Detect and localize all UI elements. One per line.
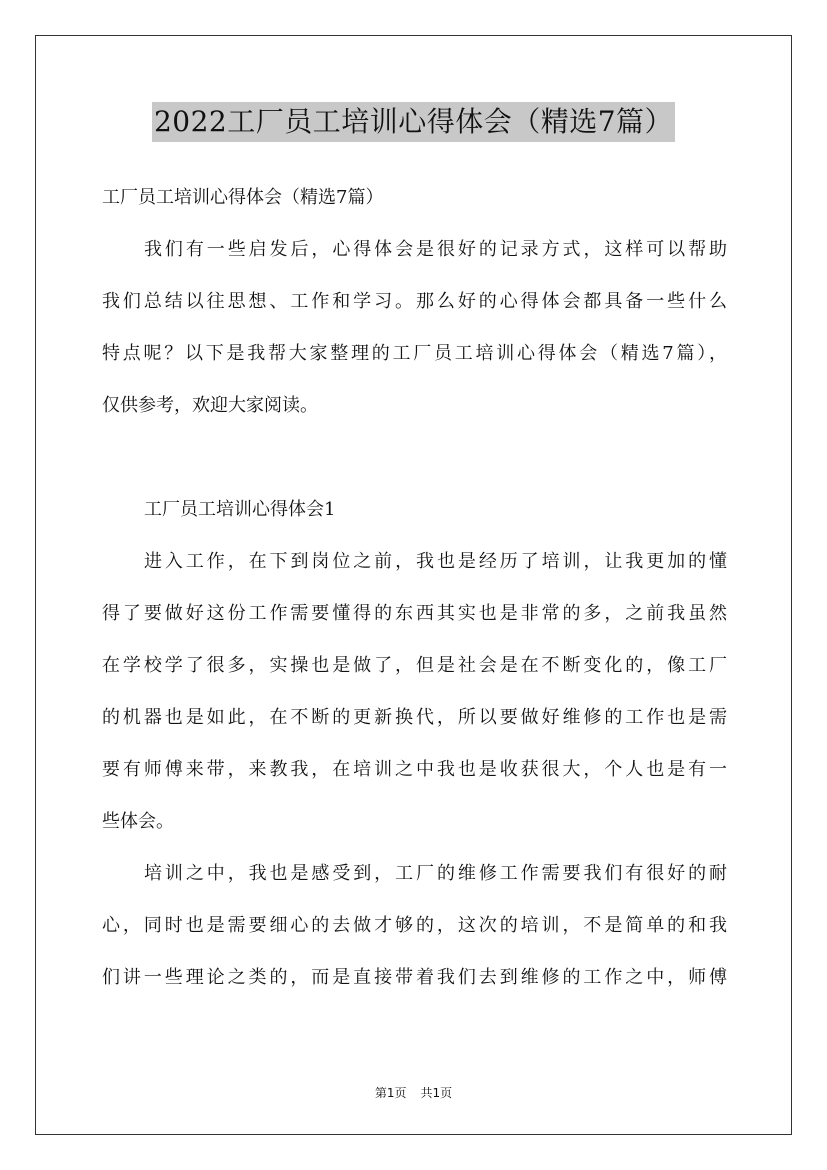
page-number: 第1页 <box>374 1086 407 1100</box>
paragraph-line: 们讲一些理论之类的，而是直接带着我们去到维修的工作之中，师傅 <box>102 967 727 988</box>
page-total: 共1页 <box>420 1086 453 1100</box>
document-subtitle: 工厂员工培训心得体会（精选7篇） <box>102 187 384 208</box>
paragraph-line: 得了要做好这份工作需要懂得的东西其实也是非常的多，之前我虽然 <box>102 603 727 624</box>
title-container <box>0 102 827 142</box>
paragraph-line: 培训之中，我也是感受到，工厂的维修工作需要我们有很好的耐 <box>144 863 727 884</box>
paragraph-line: 的机器也是如此，在不断的更新换代，所以要做好维修的工作也是需 <box>102 707 727 728</box>
paragraph-line: 进入工作，在下到岗位之前，我也是经历了培训，让我更加的懂 <box>144 551 727 572</box>
paragraph-line: 在学校学了很多，实操也是做了，但是社会是在不断变化的，像工厂 <box>102 655 727 676</box>
intro-line: 特点呢？以下是我帮大家整理的工厂员工培训心得体会（精选7篇）， <box>102 343 727 364</box>
section-heading: 工厂员工培训心得体会1 <box>144 499 336 520</box>
paragraph-line: 要有师傅来带，来教我，在培训之中我也是收获很大，个人也是有一 <box>102 759 727 780</box>
paragraph-gap <box>102 432 727 484</box>
page-footer <box>0 1085 827 1101</box>
paragraph-line: 心，同时也是需要细心的去做才够的，这次的培训，不是简单的和我 <box>102 915 727 936</box>
intro-line: 仅供参考，欢迎大家阅读。 <box>102 395 318 416</box>
document-title: 2022工厂员工培训心得体会（精选7篇） <box>152 102 675 142</box>
document-body <box>102 172 727 1004</box>
intro-line: 我们有一些启发后，心得体会是很好的记录方式，这样可以帮助 <box>144 239 727 260</box>
intro-line: 我们总结以往思想、工作和学习。那么好的心得体会都具备一些什么 <box>102 291 727 312</box>
paragraph-line: 些体会。 <box>102 811 174 832</box>
